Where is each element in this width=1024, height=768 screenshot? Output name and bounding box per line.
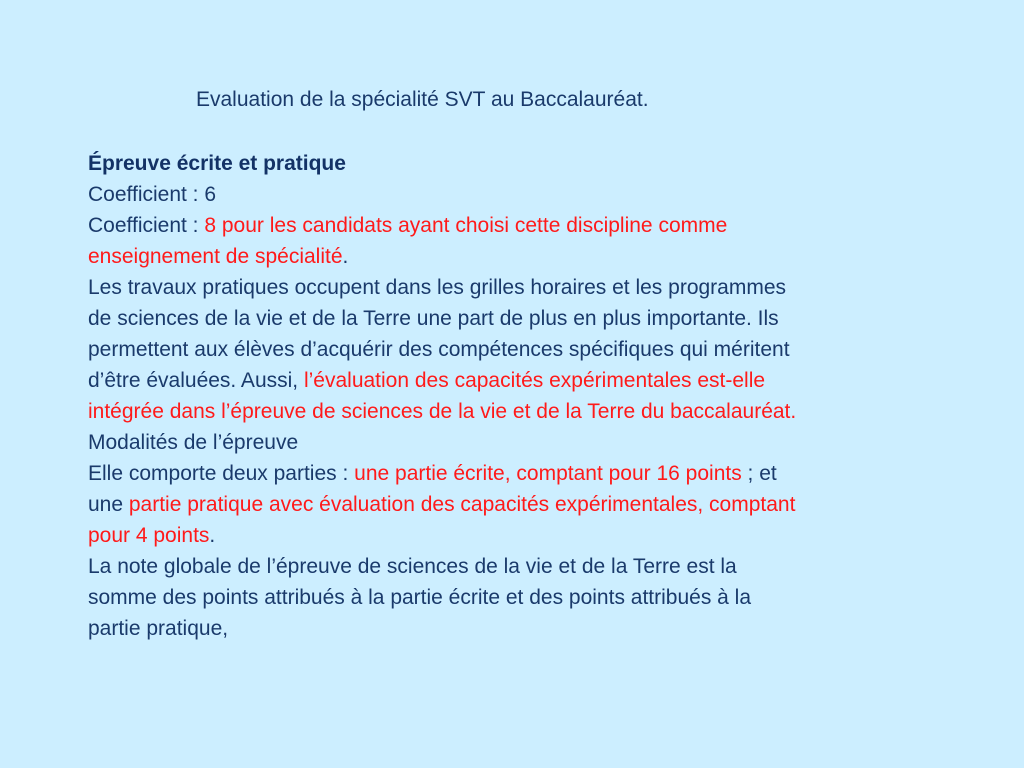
coefficient-line-2 [88,210,968,241]
paragraph-1-line-1: Les travaux pratiques occupent dans les grilles horaires et les programmes [88,276,787,299]
slide-title: Evaluation de la spécialité SVT au Baccalauréat. [196,88,649,111]
practical-part-highlight-cont: pour 4 points [88,524,210,547]
paragraph-3-line-3: partie pratique, [88,617,229,640]
paragraph-3-line-1: La note globale de l’épreuve de sciences de la vie et de la Terre est la [88,555,737,578]
paragraph-2-line-3-end: . [209,524,216,547]
practical-part-highlight: partie pratique avec évaluation des capacités expérimentales, comptant [128,493,796,516]
slide-body [88,148,968,644]
coefficient-2-highlight-cont: enseignement de spécialité [88,245,343,268]
paragraph-1-line-5: intégrée dans l’épreuve de sciences de la vie et de la Terre du baccalauréat. [88,400,797,423]
coefficient-2-highlight: 8 pour les candidats ayant choisi cette discipline comme [204,214,728,237]
paragraph-2-line-1-prefix: Elle comporte deux parties : [88,462,355,485]
paragraph-1-line-3: permettent aux élèves d’acquérir des compétences spécifiques qui méritent [88,338,790,361]
coefficient-line-3 [88,241,968,272]
coefficient-2-prefix: Coefficient : [88,214,205,237]
paragraph-2-line-3 [88,520,968,551]
paragraph-1-line-4 [88,365,968,396]
paragraph-1-highlight: l’évaluation des capacités expérimentales est-elle [303,369,766,392]
coefficient-2-end: . [342,245,349,268]
written-part-highlight: une partie écrite, comptant pour 16 points [354,462,742,485]
paragraph-2-line-1-suffix: ; et [741,462,777,485]
paragraph-2-line-2 [88,489,968,520]
paragraph-1-line-2: de sciences de la vie et de la Terre une part de plus en plus importante. Ils [88,307,779,330]
paragraph-3-line-2: somme des points attribués à la partie écrite et des points attribués à la [88,586,752,609]
coefficient-line-1: Coefficient : 6 [88,183,217,206]
paragraph-2-line-1 [88,458,968,489]
paragraph-2-line-2-prefix: une [88,493,129,516]
modalites-heading: Modalités de l’épreuve [88,431,299,454]
section-heading: Épreuve écrite et pratique [88,152,346,175]
paragraph-1-line-4-prefix: d’être évaluées. Aussi, [88,369,304,392]
